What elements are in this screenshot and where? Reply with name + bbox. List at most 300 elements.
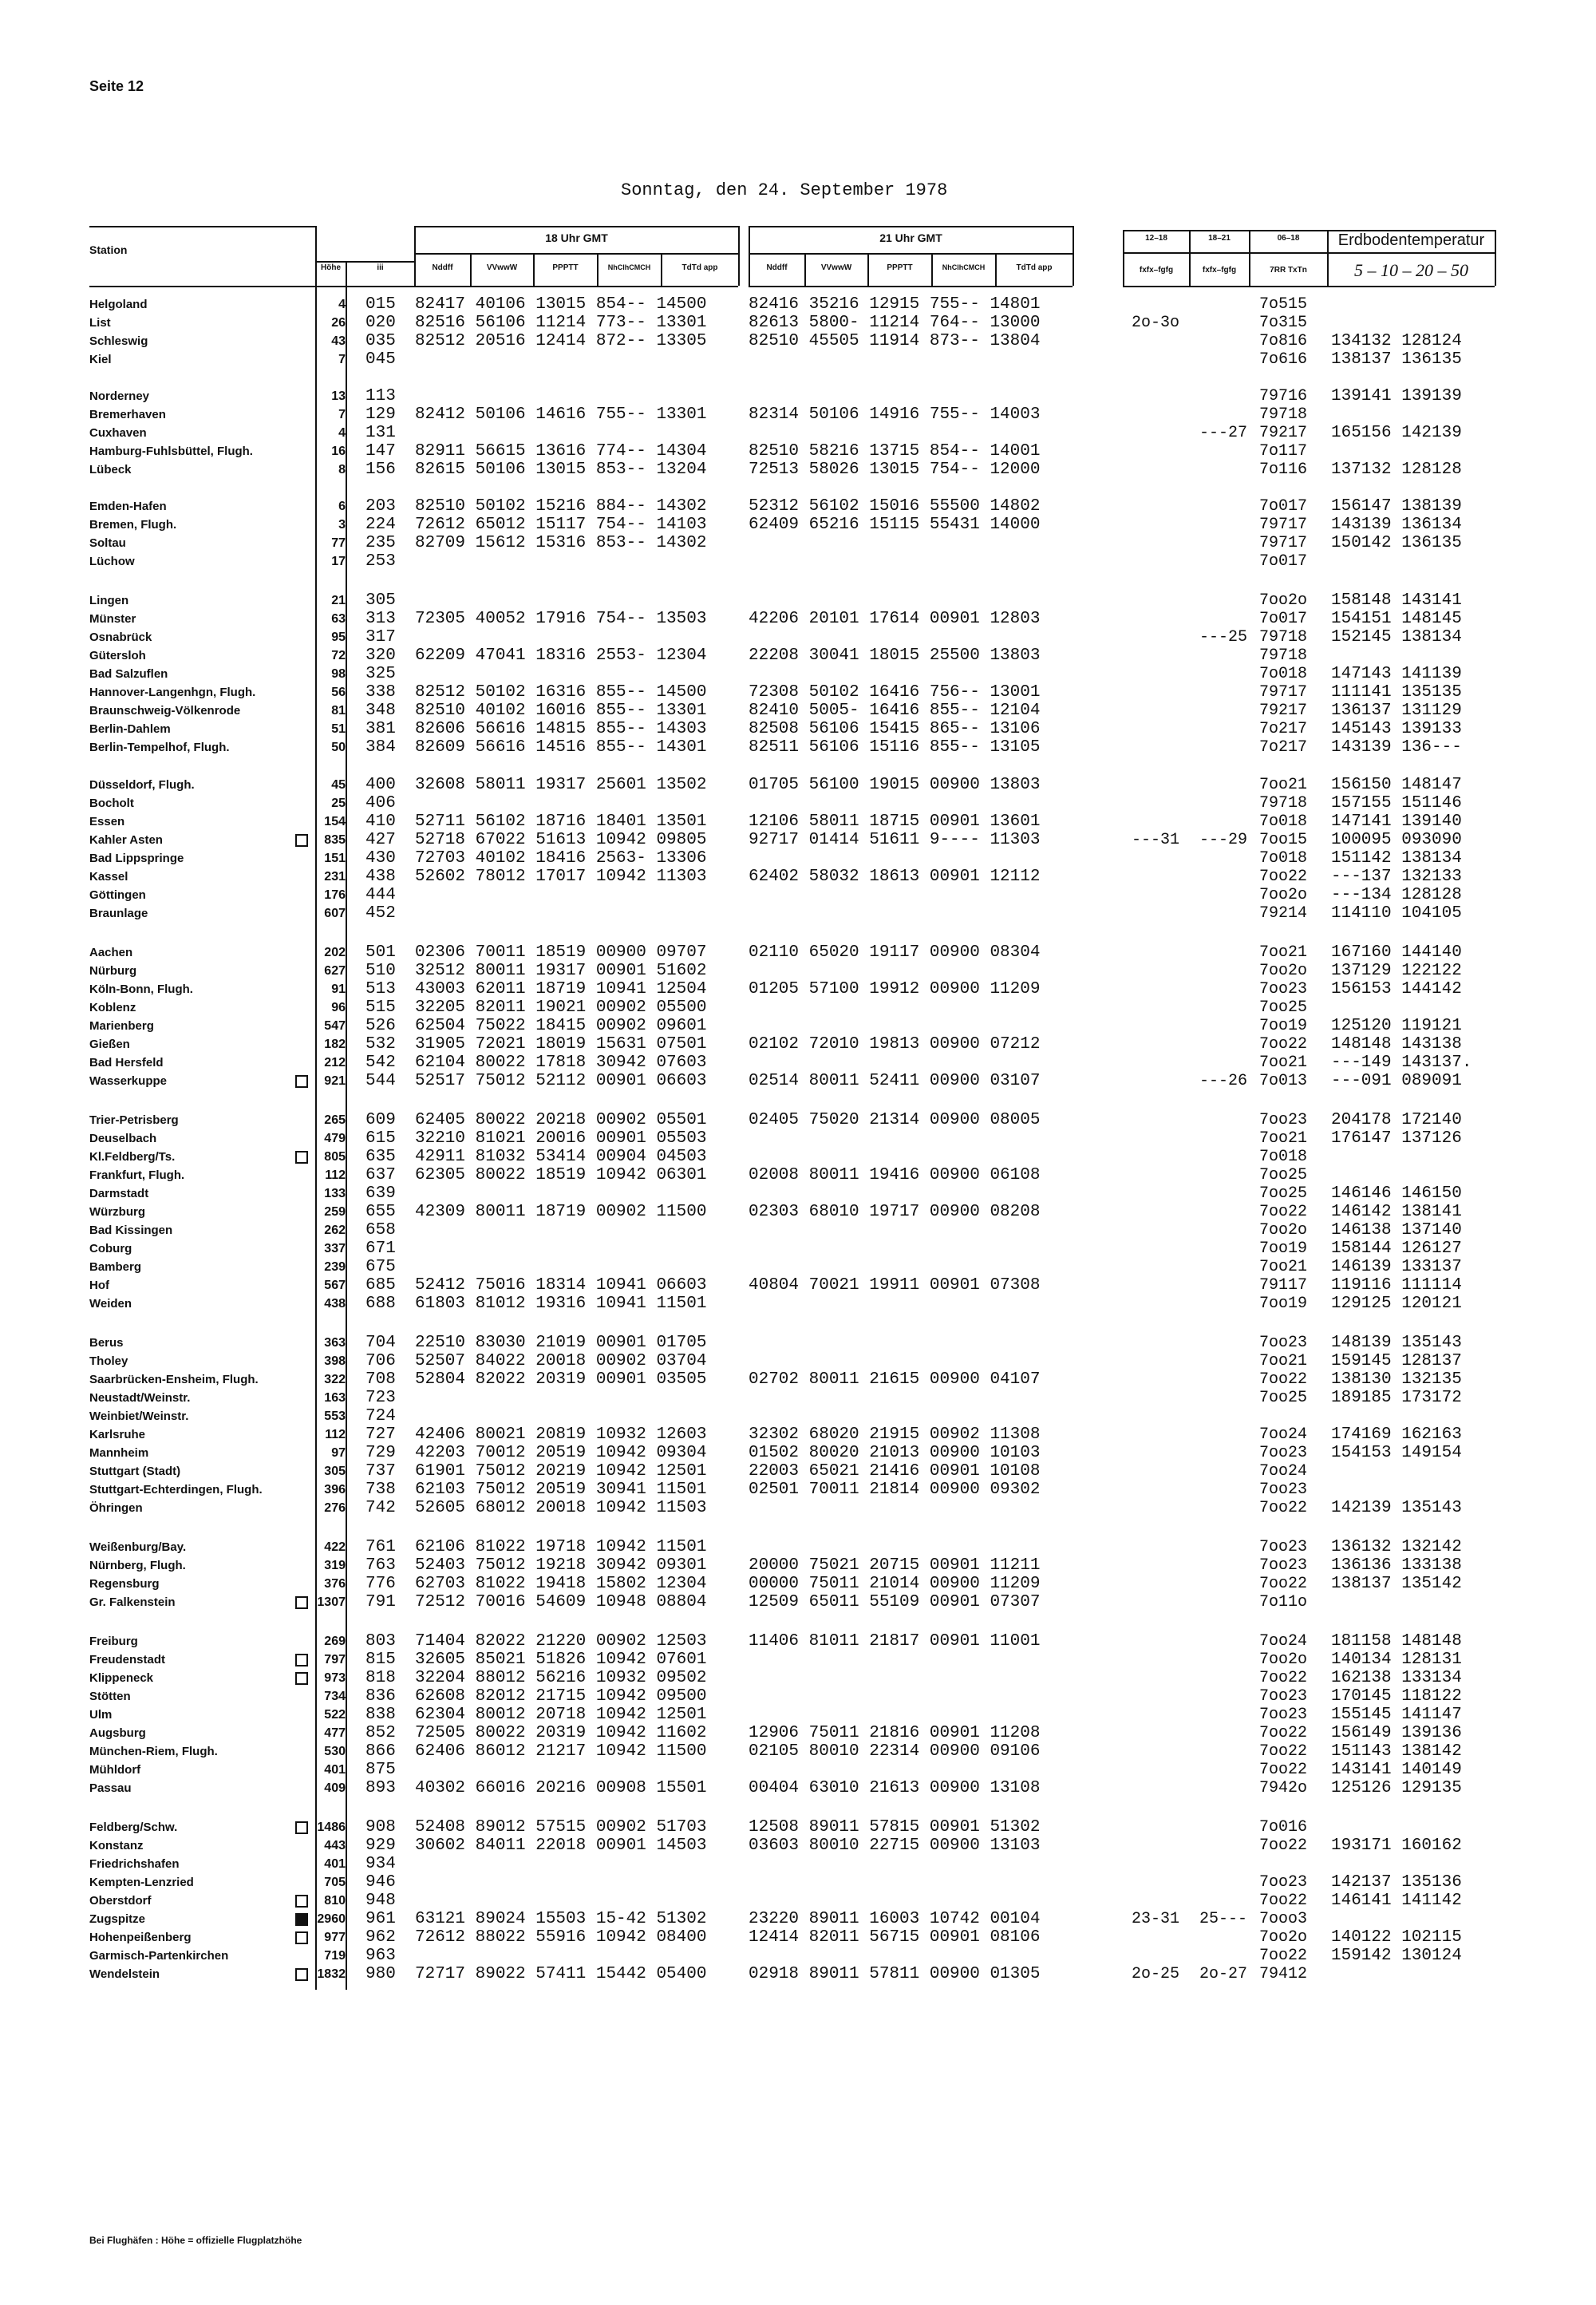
station-height: 176: [324, 888, 346, 902]
obs-21-utc: 23220 89011 16003 10742 00104: [749, 1910, 1041, 1928]
station-height: 4: [338, 426, 346, 440]
table-row: [0, 610, 1596, 628]
station-index: 515: [365, 998, 396, 1017]
obs-18-utc: 42309 80011 18719 00902 11500: [415, 1203, 707, 1221]
obs-21-utc: 12414 82011 56715 00901 08106: [749, 1928, 1041, 1947]
obs-18-utc: 62405 80022 20218 00902 05501: [415, 1111, 707, 1129]
station-height: 4: [338, 298, 346, 311]
station-name: Weiden: [89, 1297, 132, 1311]
obs-21-utc: 20000 75021 20715 00901 11211: [749, 1556, 1041, 1575]
table-row: [0, 1892, 1596, 1910]
obs-21-utc: 02102 72010 19813 00900 07212: [749, 1035, 1041, 1054]
soil-temperature: 140122 102115: [1331, 1928, 1462, 1947]
station-height: 96: [331, 1001, 346, 1014]
rain-06-18: 7oo25: [1259, 1389, 1308, 1407]
header-21-vvwww: VVwwW: [820, 263, 852, 272]
table-row: [0, 461, 1596, 479]
rain-06-18: 7o013: [1259, 1072, 1308, 1090]
table-row: [0, 1462, 1596, 1481]
obs-21-utc: 42206 20101 17614 00901 12803: [749, 610, 1041, 628]
table-row: [0, 1425, 1596, 1444]
station-index: 723: [365, 1389, 396, 1407]
gust-18-21: 2o-27: [1199, 1965, 1248, 1983]
station-height: 376: [324, 1577, 346, 1591]
obs-18-utc: 62608 82012 21715 10942 09500: [415, 1687, 707, 1706]
soil-temperature: 156149 139136: [1331, 1724, 1462, 1742]
obs-18-utc: 82512 50102 16316 855-- 14500: [415, 683, 707, 702]
station-marker-icon: [295, 1654, 308, 1666]
obs-18-utc: 62504 75022 18415 00902 09601: [415, 1017, 707, 1035]
station-index: 791: [365, 1593, 396, 1611]
soil-temperature: 111141 135135: [1331, 683, 1462, 702]
station-height: 1486: [317, 1821, 346, 1834]
table-row: [0, 1148, 1596, 1166]
station-name: Stuttgart (Stadt): [89, 1465, 181, 1478]
table-row: [0, 1742, 1596, 1761]
station-height: 396: [324, 1483, 346, 1496]
station-index: 406: [365, 794, 396, 812]
station-height: 567: [324, 1279, 346, 1292]
station-height: 262: [324, 1224, 346, 1237]
station-height: 212: [324, 1056, 346, 1069]
obs-21-utc: 02110 65020 19117 00900 08304: [749, 943, 1041, 962]
station-name: Gießen: [89, 1038, 130, 1051]
header-06-18: 06–18: [1277, 234, 1300, 243]
station-index: 609: [365, 1111, 396, 1129]
rain-06-18: 79718: [1259, 628, 1308, 646]
rain-06-18: 7o017: [1259, 610, 1308, 628]
rain-06-18: 7oo22: [1259, 1892, 1308, 1910]
station-index: 655: [365, 1203, 396, 1221]
station-index: 427: [365, 831, 396, 849]
station-height: 26: [331, 316, 346, 330]
rain-06-18: 7oo22: [1259, 1575, 1308, 1593]
obs-21-utc: 52312 56102 15016 55500 14802: [749, 497, 1041, 516]
footnote: Bei Flughäfen : Höhe = offizielle Flugplatzhöhe: [89, 2235, 302, 2246]
station-index: 737: [365, 1462, 396, 1481]
station-index: 852: [365, 1724, 396, 1742]
header-18-vvwww: VVwwW: [486, 263, 518, 272]
station-index: 381: [365, 720, 396, 738]
table-row: [0, 350, 1596, 369]
obs-21-utc: 02514 80011 52411 00900 03107: [749, 1072, 1041, 1090]
station-name: Bremerhaven: [89, 408, 166, 421]
table-row: [0, 1258, 1596, 1276]
rain-06-18: 7oo23: [1259, 1538, 1308, 1556]
table-row: [0, 1166, 1596, 1184]
obs-21-utc: 01502 80020 21013 00900 10103: [749, 1444, 1041, 1462]
obs-18-utc: 62703 81022 19418 15802 12304: [415, 1575, 707, 1593]
obs-21-utc: 92717 01414 51611 9---- 11303: [749, 831, 1041, 849]
station-name: Wasserkuppe: [89, 1074, 167, 1088]
table-row: [0, 1761, 1596, 1779]
table-row: [0, 1444, 1596, 1462]
obs-18-utc: 52412 75016 18314 10941 06603: [415, 1276, 707, 1295]
rain-06-18: 7o217: [1259, 738, 1308, 757]
soil-temperature: 114110 104105: [1331, 904, 1462, 923]
table-row: [0, 1669, 1596, 1687]
soil-temperature: 148148 143138: [1331, 1035, 1462, 1054]
header-12-18: 12–18: [1145, 234, 1167, 243]
soil-temperature: 174169 162163: [1331, 1425, 1462, 1444]
obs-21-utc: 01205 57100 19912 00900 11209: [749, 980, 1041, 998]
obs-18-utc: 32608 58011 19317 25601 13502: [415, 776, 707, 794]
header-21-dewpoint: TdTd app: [1016, 263, 1053, 272]
header-iii: iii: [377, 263, 384, 272]
rain-06-18: 7oo21: [1259, 1258, 1308, 1276]
soil-temperature: ---137 132133: [1331, 868, 1462, 886]
table-row: [0, 591, 1596, 610]
station-marker-icon: [295, 1075, 308, 1088]
station-height: 202: [324, 946, 346, 959]
station-name: Freiburg: [89, 1635, 138, 1648]
rain-06-18: 7oo22: [1259, 1370, 1308, 1389]
station-name: Tholey: [89, 1354, 128, 1368]
rain-06-18: 7o018: [1259, 1148, 1308, 1166]
station-index: 400: [365, 776, 396, 794]
station-index: 639: [365, 1184, 396, 1203]
station-name: Hohenpeißenberg: [89, 1931, 192, 1944]
soil-temperature: 159142 130124: [1331, 1947, 1462, 1965]
soil-temperature: 138137 136135: [1331, 350, 1462, 369]
gust-18-21: ---27: [1199, 424, 1248, 442]
station-index: 544: [365, 1072, 396, 1090]
station-name: Hof: [89, 1279, 109, 1292]
rain-06-18: 79717: [1259, 516, 1308, 534]
station-marker-icon: [295, 1913, 308, 1926]
obs-21-utc: 02405 75020 21314 00900 08005: [749, 1111, 1041, 1129]
table-row: [0, 812, 1596, 831]
soil-temperature: 154151 148145: [1331, 610, 1462, 628]
rain-06-18: 7oo23: [1259, 980, 1308, 998]
rain-06-18: 7oo23: [1259, 1334, 1308, 1352]
station-height: 7: [338, 353, 346, 366]
soil-temperature: 146142 138141: [1331, 1203, 1462, 1221]
station-height: 2960: [317, 1912, 346, 1926]
table-row: [0, 1111, 1596, 1129]
station-name: Stuttgart-Echterdingen, Flugh.: [89, 1483, 263, 1496]
header-18-dewpoint: TdTd app: [681, 263, 718, 272]
obs-21-utc: 01705 56100 19015 00900 13803: [749, 776, 1041, 794]
station-name: Konstanz: [89, 1839, 144, 1852]
rain-06-18: 7oo21: [1259, 1352, 1308, 1370]
table-row: [0, 1370, 1596, 1389]
station-index: 724: [365, 1407, 396, 1425]
station-index: 738: [365, 1481, 396, 1499]
soil-temperature: 158144 126127: [1331, 1239, 1462, 1258]
station-height: 363: [324, 1336, 346, 1350]
soil-temperature: 162138 133134: [1331, 1669, 1462, 1687]
station-name: Emden-Hafen: [89, 500, 167, 513]
station-index: 934: [365, 1855, 396, 1873]
station-name: Osnabrück: [89, 631, 152, 644]
obs-21-utc: 12106 58011 18715 00901 13601: [749, 812, 1041, 831]
obs-18-utc: 72703 40102 18416 2563- 13306: [415, 849, 707, 868]
gust-12-18: ---31: [1132, 831, 1180, 849]
station-index: 542: [365, 1054, 396, 1072]
obs-21-utc: 82510 58216 13715 854-- 14001: [749, 442, 1041, 461]
obs-21-utc: 82314 50106 14916 755-- 14003: [749, 405, 1041, 424]
station-height: 259: [324, 1205, 346, 1219]
rain-06-18: 7o016: [1259, 1818, 1308, 1836]
station-height: 63: [331, 612, 346, 626]
station-index: 818: [365, 1669, 396, 1687]
soil-temperature: 136137 131129: [1331, 702, 1462, 720]
station-name: Zugspitze: [89, 1912, 145, 1926]
station-index: 815: [365, 1651, 396, 1669]
gust-18-21: ---26: [1199, 1072, 1248, 1090]
table-row: [0, 1632, 1596, 1651]
obs-21-utc: 62402 58032 18613 00901 12112: [749, 868, 1041, 886]
station-marker-icon: [295, 834, 308, 847]
table-row: [0, 1818, 1596, 1836]
station-index: 963: [365, 1947, 396, 1965]
station-height: 973: [324, 1671, 346, 1685]
obs-18-utc: 72612 65012 15117 754-- 14103: [415, 516, 707, 534]
station-index: 156: [365, 461, 396, 479]
obs-18-utc: 72305 40052 17916 754-- 13503: [415, 610, 707, 628]
obs-21-utc: 40804 70021 19911 00901 07308: [749, 1276, 1041, 1295]
soil-temperature: 156150 148147: [1331, 776, 1462, 794]
station-name: Kl.Feldberg/Ts.: [89, 1150, 176, 1164]
obs-18-utc: 82510 40102 16016 855-- 13301: [415, 702, 707, 720]
station-height: 56: [331, 686, 346, 699]
rain-06-18: 7oo23: [1259, 1706, 1308, 1724]
obs-18-utc: 72512 70016 54609 10948 08804: [415, 1593, 707, 1611]
soil-temperature: 146141 141142: [1331, 1892, 1462, 1910]
table-row: [0, 1221, 1596, 1239]
station-height: 401: [324, 1857, 346, 1871]
soil-temperature: 157155 151146: [1331, 794, 1462, 812]
obs-21-utc: 11406 81011 21817 00901 11001: [749, 1632, 1041, 1651]
station-index: 513: [365, 980, 396, 998]
rain-06-18: 7oo2o: [1259, 1221, 1308, 1239]
rain-06-18: 7oo2o: [1259, 962, 1308, 980]
station-name: Ulm: [89, 1708, 113, 1722]
station-name: Hamburg-Fuhlsbüttel, Flugh.: [89, 445, 253, 458]
table-row: [0, 868, 1596, 886]
table-row: [0, 776, 1596, 794]
table-row: [0, 332, 1596, 350]
station-name: Köln-Bonn, Flugh.: [89, 982, 193, 996]
soil-temperature: 136132 132142: [1331, 1538, 1462, 1556]
rain-06-18: 7oo22: [1259, 1203, 1308, 1221]
gust-18-21: 25---: [1199, 1910, 1248, 1928]
soil-temperature: ---091 089091: [1331, 1072, 1462, 1090]
station-height: 231: [324, 870, 346, 884]
station-name: Öhringen: [89, 1501, 143, 1515]
table-row: [0, 1129, 1596, 1148]
rain-06-18: 79717: [1259, 534, 1308, 552]
station-name: Göttingen: [89, 888, 146, 902]
obs-18-utc: 62106 81022 19718 10942 11501: [415, 1538, 707, 1556]
station-index: 946: [365, 1873, 396, 1892]
station-name: Schleswig: [89, 334, 148, 348]
rain-06-18: 7o018: [1259, 665, 1308, 683]
table-row: [0, 628, 1596, 646]
station-index: 948: [365, 1892, 396, 1910]
obs-21-utc: 00000 75011 21014 00900 11209: [749, 1575, 1041, 1593]
gust-18-21: ---25: [1199, 628, 1248, 646]
station-name: Berus: [89, 1336, 124, 1350]
obs-18-utc: 31905 72021 18019 15631 07501: [415, 1035, 707, 1054]
station-height: 977: [324, 1931, 346, 1944]
table-row: [0, 1855, 1596, 1873]
rain-06-18: 79117: [1259, 1276, 1308, 1295]
obs-18-utc: 52605 68012 20018 10942 11503: [415, 1499, 707, 1517]
soil-temperature: 119116 111114: [1331, 1276, 1462, 1295]
table-row: [0, 1593, 1596, 1611]
station-name: Düsseldorf, Flugh.: [89, 778, 195, 792]
station-height: 921: [324, 1074, 346, 1088]
station-name: List: [89, 316, 111, 330]
rain-06-18: 79716: [1259, 387, 1308, 405]
soil-temperature: 158148 143141: [1331, 591, 1462, 610]
table-row: [0, 552, 1596, 571]
station-index: 147: [365, 442, 396, 461]
station-index: 305: [365, 591, 396, 610]
station-index: 763: [365, 1556, 396, 1575]
header-21-clouds: NhClhCMCH: [942, 263, 986, 271]
station-index: 908: [365, 1818, 396, 1836]
station-index: 020: [365, 314, 396, 332]
rain-06-18: 7oo23: [1259, 1873, 1308, 1892]
rain-06-18: 7oo22: [1259, 1669, 1308, 1687]
soil-temperature: 140134 128131: [1331, 1651, 1462, 1669]
table-row: [0, 1873, 1596, 1892]
station-name: Würzburg: [89, 1205, 145, 1219]
obs-18-utc: 22510 83030 21019 00901 01705: [415, 1334, 707, 1352]
rain-06-18: 7oo22: [1259, 868, 1308, 886]
station-index: 444: [365, 886, 396, 904]
station-height: 401: [324, 1763, 346, 1777]
table-row: [0, 1928, 1596, 1947]
obs-18-utc: 82516 56106 11214 773-- 13301: [415, 314, 707, 332]
station-name: Augsburg: [89, 1726, 146, 1740]
station-height: 95: [331, 631, 346, 644]
obs-18-utc: 82417 40106 13015 854-- 14500: [415, 295, 707, 314]
station-height: 719: [324, 1949, 346, 1963]
station-height: 319: [324, 1559, 346, 1572]
soil-temperature: 139141 139139: [1331, 387, 1462, 405]
header-06-18-rain: 7RR TxTn: [1270, 266, 1307, 275]
header-12-18-gust: fxfx–fgfg: [1139, 266, 1174, 275]
table-row: [0, 1687, 1596, 1706]
obs-18-utc: 30602 84011 22018 00901 14503: [415, 1836, 707, 1855]
station-marker-icon: [295, 1895, 308, 1908]
table-row: [0, 424, 1596, 442]
rain-06-18: 7oo15: [1259, 831, 1308, 849]
station-name: Trier-Petrisberg: [89, 1113, 179, 1127]
soil-temperature: 170145 118122: [1331, 1687, 1462, 1706]
rain-06-18: 7oo23: [1259, 1111, 1308, 1129]
rain-06-18: 7oo22: [1259, 1035, 1308, 1054]
obs-18-utc: 62304 80012 20718 10942 12501: [415, 1706, 707, 1724]
rain-06-18: 7oo19: [1259, 1295, 1308, 1313]
table-row: [0, 1910, 1596, 1928]
table-row: [0, 516, 1596, 534]
station-name: Bamberg: [89, 1260, 142, 1274]
station-height: 438: [324, 1297, 346, 1311]
station-height: 6: [338, 500, 346, 513]
rain-06-18: 7942o: [1259, 1779, 1308, 1797]
soil-temperature: 181158 148148: [1331, 1632, 1462, 1651]
station-height: 627: [324, 964, 346, 978]
station-name: Coburg: [89, 1242, 132, 1255]
table-row: [0, 646, 1596, 665]
station-index: 742: [365, 1499, 396, 1517]
station-index: 320: [365, 646, 396, 665]
table-row: [0, 442, 1596, 461]
station-name: Lübeck: [89, 463, 132, 476]
rain-06-18: 7oo24: [1259, 1425, 1308, 1444]
table-row: [0, 1203, 1596, 1221]
obs-21-utc: 22208 30041 18015 25500 13803: [749, 646, 1041, 665]
soil-temperature: 138137 135142: [1331, 1575, 1462, 1593]
station-index: 929: [365, 1836, 396, 1855]
station-marker-icon: [295, 1672, 308, 1685]
station-height: 805: [324, 1150, 346, 1164]
station-name: Feldberg/Schw.: [89, 1821, 178, 1834]
soil-temperature: 156153 144142: [1331, 980, 1462, 998]
table-row: [0, 1779, 1596, 1797]
obs-18-utc: 40302 66016 20216 00908 15501: [415, 1779, 707, 1797]
station-height: 112: [325, 1168, 346, 1182]
header-station: Station: [89, 243, 128, 256]
soil-temperature: 146146 146150: [1331, 1184, 1462, 1203]
station-height: 8: [338, 463, 346, 476]
station-index: 635: [365, 1148, 396, 1166]
obs-21-utc: 02105 80010 22314 00900 09106: [749, 1742, 1041, 1761]
rain-06-18: 7o116: [1259, 461, 1308, 479]
gust-12-18: 2o-25: [1132, 1965, 1180, 1983]
rain-06-18: 7oo23: [1259, 1556, 1308, 1575]
rain-06-18: 79718: [1259, 405, 1308, 424]
station-name: Mannheim: [89, 1446, 149, 1460]
station-name: Klippeneck: [89, 1671, 154, 1685]
soil-temperature: 125120 119121: [1331, 1017, 1462, 1035]
station-index: 015: [365, 295, 396, 314]
soil-temperature: 176147 137126: [1331, 1129, 1462, 1148]
station-index: 253: [365, 552, 396, 571]
station-name: Lingen: [89, 594, 129, 607]
rain-06-18: 7o315: [1259, 314, 1308, 332]
header-21-nddff: Nddff: [766, 263, 788, 272]
station-index: 384: [365, 738, 396, 757]
soil-temperature: 125126 129135: [1331, 1779, 1462, 1797]
table-row: [0, 1499, 1596, 1517]
header-18-nddff: Nddff: [432, 263, 453, 272]
rain-06-18: 7o117: [1259, 442, 1308, 461]
rain-06-18: 7oo2o: [1259, 886, 1308, 904]
rain-06-18: 79717: [1259, 683, 1308, 702]
station-height: 182: [324, 1038, 346, 1051]
station-index: 875: [365, 1761, 396, 1779]
obs-18-utc: 52602 78012 17017 10942 11303: [415, 868, 707, 886]
obs-21-utc: 82508 56106 15415 865-- 13106: [749, 720, 1041, 738]
table-row: [0, 1389, 1596, 1407]
obs-21-utc: 02918 89011 57811 00900 01305: [749, 1965, 1041, 1983]
station-index: 961: [365, 1910, 396, 1928]
rain-06-18: 7oo24: [1259, 1632, 1308, 1651]
soil-temperature: 154153 149154: [1331, 1444, 1462, 1462]
station-height: 479: [324, 1132, 346, 1145]
station-index: 803: [365, 1632, 396, 1651]
station-name: München-Riem, Flugh.: [89, 1745, 218, 1758]
obs-18-utc: 61803 81012 19316 10941 11501: [415, 1295, 707, 1313]
station-name: Kahler Asten: [89, 833, 163, 847]
table-row: [0, 794, 1596, 812]
